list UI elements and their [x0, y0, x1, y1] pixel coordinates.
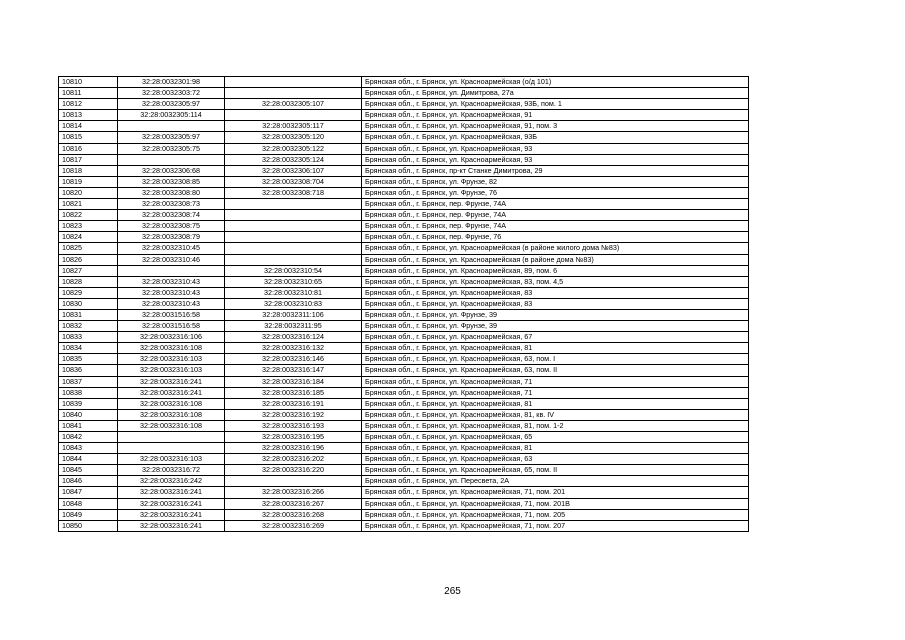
building-cadastral-number-cell — [225, 232, 362, 243]
table-row — [59, 409, 749, 420]
row-number-cell: 10844 — [59, 454, 118, 465]
row-number-cell: 10830 — [59, 298, 118, 309]
address-cell: Брянская обл., г. Брянск, ул. Красноармейская, 71 — [362, 376, 749, 387]
row-number-cell: 10833 — [59, 332, 118, 343]
address-cell: Брянская обл., г. Брянск, ул. Красноармейская, 81 — [362, 443, 749, 454]
building-cadastral-number-cell — [225, 476, 362, 487]
address-cell: Брянская обл., г. Брянск, ул. Красноармейская, 91 — [362, 110, 749, 121]
table-row — [59, 443, 749, 454]
table-row — [59, 176, 749, 187]
cadastral-number-cell — [118, 265, 225, 276]
table-row — [59, 187, 749, 198]
cadastral-number-cell: 32:28:0031516:58 — [118, 309, 225, 320]
table-row — [59, 420, 749, 431]
address-cell: Брянская обл., г. Брянск, ул. Красноармейская (о/д 101) — [362, 77, 749, 88]
address-cell: Брянская обл., г. Брянск, ул. Красноармейская, 63 — [362, 454, 749, 465]
row-number-cell: 10811 — [59, 88, 118, 99]
row-number-cell: 10817 — [59, 154, 118, 165]
address-cell: Брянская обл., г. Брянск, ул. Фрунзе, 76 — [362, 187, 749, 198]
table-row — [59, 143, 749, 154]
row-number-cell: 10819 — [59, 176, 118, 187]
cadastral-number-cell: 32:28:0032310:43 — [118, 276, 225, 287]
row-number-cell: 10839 — [59, 398, 118, 409]
building-cadastral-number-cell — [225, 243, 362, 254]
cadastral-number-cell: 32:28:0032316:108 — [118, 398, 225, 409]
address-cell: Брянская обл., г. Брянск, ул. Красноармейская (в районе дома №83) — [362, 254, 749, 265]
address-cell: Брянская обл., г. Брянск, ул. Красноармейская, 93 — [362, 154, 749, 165]
building-cadastral-number-cell: 32:28:0032316:267 — [225, 498, 362, 509]
cadastral-number-cell: 32:28:0032310:46 — [118, 254, 225, 265]
table-row — [59, 498, 749, 509]
building-cadastral-number-cell: 32:28:0032311:95 — [225, 321, 362, 332]
row-number-cell: 10822 — [59, 210, 118, 221]
row-number-cell: 10834 — [59, 343, 118, 354]
table-row — [59, 509, 749, 520]
address-cell: Брянская обл., г. Брянск, пр-кт Станке Димитрова, 29 — [362, 165, 749, 176]
registry-table-body — [59, 77, 749, 532]
table-row — [59, 276, 749, 287]
row-number-cell: 10843 — [59, 443, 118, 454]
cadastral-number-cell: 32:28:0032316:242 — [118, 476, 225, 487]
table-row — [59, 454, 749, 465]
address-cell: Брянская обл., г. Брянск, ул. Красноармейская, 71, пом. 201 — [362, 487, 749, 498]
building-cadastral-number-cell: 32:28:0032305:120 — [225, 132, 362, 143]
building-cadastral-number-cell: 32:28:0032316:146 — [225, 354, 362, 365]
building-cadastral-number-cell: 32:28:0032316:202 — [225, 454, 362, 465]
table-row — [59, 121, 749, 132]
table-row — [59, 110, 749, 121]
cadastral-number-cell: 32:28:0032308:75 — [118, 221, 225, 232]
table-row — [59, 88, 749, 99]
row-number-cell: 10812 — [59, 99, 118, 110]
cadastral-number-cell: 32:28:0032316:103 — [118, 365, 225, 376]
table-row — [59, 321, 749, 332]
building-cadastral-number-cell: 32:28:0032305:122 — [225, 143, 362, 154]
cadastral-number-cell: 32:28:0032310:43 — [118, 287, 225, 298]
cadastral-number-cell: 32:28:0032305:114 — [118, 110, 225, 121]
building-cadastral-number-cell: 32:28:0032308:718 — [225, 187, 362, 198]
address-cell: Брянская обл., г. Брянск, ул. Красноармейская, 91, пом. 3 — [362, 121, 749, 132]
cadastral-number-cell — [118, 121, 225, 132]
building-cadastral-number-cell: 32:28:0032310:65 — [225, 276, 362, 287]
table-row — [59, 243, 749, 254]
cadastral-number-cell: 32:28:0032316:241 — [118, 509, 225, 520]
building-cadastral-number-cell: 32:28:0032316:196 — [225, 443, 362, 454]
address-cell: Брянская обл., г. Брянск, ул. Красноармейская, 71, пом. 205 — [362, 509, 749, 520]
building-cadastral-number-cell — [225, 110, 362, 121]
row-number-cell: 10816 — [59, 143, 118, 154]
building-cadastral-number-cell: 32:28:0032316:192 — [225, 409, 362, 420]
row-number-cell: 10820 — [59, 187, 118, 198]
row-number-cell: 10828 — [59, 276, 118, 287]
cadastral-number-cell: 32:28:0032316:241 — [118, 520, 225, 531]
row-number-cell: 10845 — [59, 465, 118, 476]
cadastral-number-cell: 32:28:0032316:108 — [118, 409, 225, 420]
cadastral-number-cell — [118, 432, 225, 443]
row-number-cell: 10810 — [59, 77, 118, 88]
table-row — [59, 265, 749, 276]
address-cell: Брянская обл., г. Брянск, ул. Красноармейская, 89, пом. 6 — [362, 265, 749, 276]
row-number-cell: 10827 — [59, 265, 118, 276]
row-number-cell: 10836 — [59, 365, 118, 376]
cadastral-number-cell: 32:28:0032308:80 — [118, 187, 225, 198]
table-row — [59, 487, 749, 498]
building-cadastral-number-cell: 32:28:0032305:124 — [225, 154, 362, 165]
table-row — [59, 309, 749, 320]
building-cadastral-number-cell: 32:28:0032316:185 — [225, 387, 362, 398]
table-row — [59, 254, 749, 265]
table-row — [59, 165, 749, 176]
address-cell: Брянская обл., г. Брянск, ул. Красноармейская, 81, пом. 1-2 — [362, 420, 749, 431]
address-cell: Брянская обл., г. Брянск, ул. Красноармейская, 71 — [362, 387, 749, 398]
table-row — [59, 298, 749, 309]
table-row — [59, 476, 749, 487]
address-cell: Брянская обл., г. Брянск, ул. Красноармейская, 63, пом. I — [362, 354, 749, 365]
building-cadastral-number-cell — [225, 199, 362, 210]
address-cell: Брянская обл., г. Брянск, ул. Красноармейская (в районе жилого дома №83) — [362, 243, 749, 254]
row-number-cell: 10813 — [59, 110, 118, 121]
cadastral-number-cell: 32:28:0032301:98 — [118, 77, 225, 88]
address-cell: Брянская обл., г. Брянск, ул. Красноармейская, 93 — [362, 143, 749, 154]
table-row — [59, 398, 749, 409]
row-number-cell: 10831 — [59, 309, 118, 320]
table-row — [59, 520, 749, 531]
address-cell: Брянская обл., г. Брянск, ул. Фрунзе, 82 — [362, 176, 749, 187]
address-cell: Брянская обл., г. Брянск, ул. Красноармейская, 63, пом. II — [362, 365, 749, 376]
cadastral-number-cell: 32:28:0032316:108 — [118, 420, 225, 431]
building-cadastral-number-cell: 32:28:0032310:83 — [225, 298, 362, 309]
address-cell: Брянская обл., г. Брянск, ул. Красноармейская, 67 — [362, 332, 749, 343]
row-number-cell: 10848 — [59, 498, 118, 509]
row-number-cell: 10824 — [59, 232, 118, 243]
building-cadastral-number-cell — [225, 88, 362, 99]
address-cell: Брянская обл., г. Брянск, пер. Фрунзе, 74А — [362, 221, 749, 232]
building-cadastral-number-cell: 32:28:0032316:220 — [225, 465, 362, 476]
table-row — [59, 332, 749, 343]
address-cell: Брянская обл., г. Брянск, ул. Красноармейская, 71, пом. 207 — [362, 520, 749, 531]
table-row — [59, 365, 749, 376]
registry-table — [58, 76, 749, 532]
row-number-cell: 10849 — [59, 509, 118, 520]
row-number-cell: 10835 — [59, 354, 118, 365]
address-cell: Брянская обл., г. Брянск, ул. Красноармейская, 81, кв. IV — [362, 409, 749, 420]
cadastral-number-cell: 32:28:0032316:103 — [118, 454, 225, 465]
cadastral-number-cell: 32:28:0032308:73 — [118, 199, 225, 210]
row-number-cell: 10846 — [59, 476, 118, 487]
building-cadastral-number-cell: 32:28:0032311:106 — [225, 309, 362, 320]
cadastral-number-cell: 32:28:0032308:79 — [118, 232, 225, 243]
cadastral-number-cell: 32:28:0032305:75 — [118, 143, 225, 154]
address-cell: Брянская обл., г. Брянск, ул. Красноармейская, 83 — [362, 287, 749, 298]
cadastral-number-cell: 32:28:0032316:241 — [118, 498, 225, 509]
row-number-cell: 10840 — [59, 409, 118, 420]
table-row — [59, 199, 749, 210]
building-cadastral-number-cell: 32:28:0032310:54 — [225, 265, 362, 276]
row-number-cell: 10829 — [59, 287, 118, 298]
cadastral-number-cell: 32:28:0032305:97 — [118, 99, 225, 110]
building-cadastral-number-cell: 32:28:0032310:81 — [225, 287, 362, 298]
address-cell: Брянская обл., г. Брянск, пер. Фрунзе, 76 — [362, 232, 749, 243]
building-cadastral-number-cell: 32:28:0032316:184 — [225, 376, 362, 387]
building-cadastral-number-cell — [225, 254, 362, 265]
row-number-cell: 10814 — [59, 121, 118, 132]
table-row — [59, 232, 749, 243]
cadastral-number-cell: 32:28:0032316:241 — [118, 487, 225, 498]
address-cell: Брянская обл., г. Брянск, пер. Фрунзе, 74А — [362, 199, 749, 210]
table-row — [59, 465, 749, 476]
building-cadastral-number-cell: 32:28:0032316:147 — [225, 365, 362, 376]
table-row — [59, 387, 749, 398]
row-number-cell: 10847 — [59, 487, 118, 498]
building-cadastral-number-cell — [225, 77, 362, 88]
address-cell: Брянская обл., г. Брянск, ул. Красноармейская, 65, пом. II — [362, 465, 749, 476]
cadastral-number-cell: 32:28:0032316:241 — [118, 387, 225, 398]
row-number-cell: 10823 — [59, 221, 118, 232]
row-number-cell: 10850 — [59, 520, 118, 531]
cadastral-number-cell: 32:28:0032306:68 — [118, 165, 225, 176]
building-cadastral-number-cell: 32:28:0032316:195 — [225, 432, 362, 443]
building-cadastral-number-cell: 32:28:0032316:266 — [225, 487, 362, 498]
address-cell: Брянская обл., г. Брянск, ул. Красноармейская, 93Б — [362, 132, 749, 143]
address-cell: Брянская обл., г. Брянск, ул. Красноармейская, 93Б, пом. 1 — [362, 99, 749, 110]
row-number-cell: 10826 — [59, 254, 118, 265]
building-cadastral-number-cell: 32:28:0032316:268 — [225, 509, 362, 520]
row-number-cell: 10815 — [59, 132, 118, 143]
cadastral-number-cell: 32:28:0032316:108 — [118, 343, 225, 354]
cadastral-number-cell: 32:28:0032308:85 — [118, 176, 225, 187]
table-row — [59, 132, 749, 143]
cadastral-number-cell: 32:28:0032305:97 — [118, 132, 225, 143]
building-cadastral-number-cell: 32:28:0032305:107 — [225, 99, 362, 110]
row-number-cell: 10818 — [59, 165, 118, 176]
row-number-cell: 10838 — [59, 387, 118, 398]
cadastral-number-cell: 32:28:0031516:58 — [118, 321, 225, 332]
building-cadastral-number-cell: 32:28:0032316:132 — [225, 343, 362, 354]
table-row — [59, 77, 749, 88]
building-cadastral-number-cell — [225, 221, 362, 232]
table-row — [59, 210, 749, 221]
table-row — [59, 354, 749, 365]
address-cell: Брянская обл., г. Брянск, ул. Пересвета, 2А — [362, 476, 749, 487]
address-cell: Брянская обл., г. Брянск, ул. Красноармейская, 81 — [362, 398, 749, 409]
address-cell: Брянская обл., г. Брянск, пер. Фрунзе, 74А — [362, 210, 749, 221]
row-number-cell: 10821 — [59, 199, 118, 210]
table-row — [59, 287, 749, 298]
cadastral-number-cell — [118, 154, 225, 165]
building-cadastral-number-cell: 32:28:0032316:124 — [225, 332, 362, 343]
cadastral-number-cell: 32:28:0032316:241 — [118, 376, 225, 387]
cadastral-number-cell: 32:28:0032303:72 — [118, 88, 225, 99]
row-number-cell: 10825 — [59, 243, 118, 254]
cadastral-number-cell: 32:28:0032316:106 — [118, 332, 225, 343]
building-cadastral-number-cell: 32:28:0032306:107 — [225, 165, 362, 176]
row-number-cell: 10837 — [59, 376, 118, 387]
page-number: 265 — [444, 586, 461, 597]
table-row — [59, 99, 749, 110]
address-cell: Брянская обл., г. Брянск, ул. Красноармейская, 65 — [362, 432, 749, 443]
cadastral-number-cell: 32:28:0032310:43 — [118, 298, 225, 309]
address-cell: Брянская обл., г. Брянск, ул. Фрунзе, 39 — [362, 321, 749, 332]
row-number-cell: 10832 — [59, 321, 118, 332]
cadastral-number-cell: 32:28:0032316:72 — [118, 465, 225, 476]
building-cadastral-number-cell — [225, 210, 362, 221]
address-cell: Брянская обл., г. Брянск, ул. Красноармейская, 83 — [362, 298, 749, 309]
table-row — [59, 343, 749, 354]
table-row — [59, 221, 749, 232]
table-row — [59, 376, 749, 387]
address-cell: Брянская обл., г. Брянск, ул. Красноармейская, 81 — [362, 343, 749, 354]
cadastral-number-cell — [118, 443, 225, 454]
row-number-cell: 10842 — [59, 432, 118, 443]
table-row — [59, 154, 749, 165]
cadastral-number-cell: 32:28:0032308:74 — [118, 210, 225, 221]
cadastral-number-cell: 32:28:0032310:45 — [118, 243, 225, 254]
row-number-cell: 10841 — [59, 420, 118, 431]
building-cadastral-number-cell: 32:28:0032316:193 — [225, 420, 362, 431]
cadastral-number-cell: 32:28:0032316:103 — [118, 354, 225, 365]
address-cell: Брянская обл., г. Брянск, ул. Красноармейская, 83, пом. 4,5 — [362, 276, 749, 287]
building-cadastral-number-cell: 32:28:0032316:269 — [225, 520, 362, 531]
address-cell: Брянская обл., г. Брянск, ул. Красноармейская, 71, пом. 201В — [362, 498, 749, 509]
building-cadastral-number-cell: 32:28:0032316:191 — [225, 398, 362, 409]
table-row — [59, 432, 749, 443]
building-cadastral-number-cell: 32:28:0032308:704 — [225, 176, 362, 187]
address-cell: Брянская обл., г. Брянск, ул. Димитрова, 27а — [362, 88, 749, 99]
building-cadastral-number-cell: 32:28:0032305:117 — [225, 121, 362, 132]
address-cell: Брянская обл., г. Брянск, ул. Фрунзе, 39 — [362, 309, 749, 320]
